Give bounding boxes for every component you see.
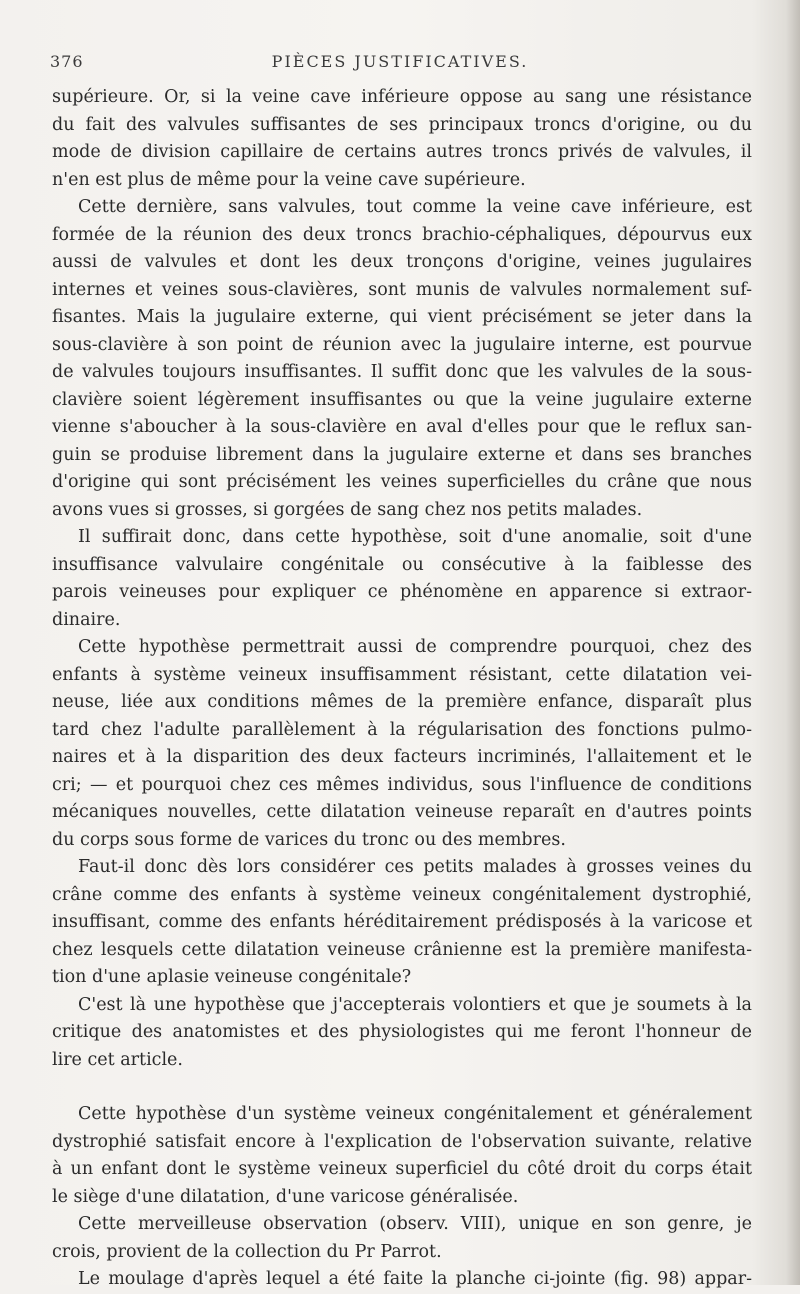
running-title: PIÈCES JUSTIFICATIVES. bbox=[271, 52, 529, 71]
page-edge-shadow bbox=[786, 0, 800, 1285]
page-number: 376 bbox=[50, 52, 84, 71]
text-line: crâne comme des enfants à système veineux congénitalement dystrophié, bbox=[52, 884, 752, 905]
paragraph bbox=[52, 1101, 752, 1211]
text-line: à un enfant dont le système veineux superficiel du côté droit du corps était bbox=[52, 1159, 752, 1179]
paragraph bbox=[52, 524, 752, 634]
text-line: dystrophié satisfait encore à l'explication de l'observation suivante, relative bbox=[52, 1131, 752, 1152]
text-line: naires et à la disparition des deux facteurs incriminés, l'allaitement et le bbox=[52, 747, 752, 767]
text-line: tard chez l'adulte parallèlement à la régularisation des fonctions pulmo- bbox=[52, 719, 752, 740]
paragraph bbox=[52, 84, 752, 194]
text-line: Cette dernière, sans valvules, tout comme la veine cave inférieure, est bbox=[78, 197, 752, 217]
text-line: formée de la réunion des deux troncs brachio-céphaliques, dépourvus eux bbox=[52, 224, 752, 245]
text-line: supérieure. Or, si la veine cave inférieure oppose au sang une résistance bbox=[52, 87, 752, 107]
text-line: critique des anatomistes et des physiologistes qui me feront l'honneur de bbox=[52, 1022, 752, 1042]
paragraph bbox=[52, 634, 752, 854]
text-line: Cette hypothèse permettrait aussi de comprendre pourquoi, chez des bbox=[78, 637, 752, 657]
text-line: fisantes. Mais la jugulaire externe, qui vient précisément se jeter dans la bbox=[52, 307, 752, 327]
paragraph bbox=[52, 1266, 752, 1294]
text-line: guin se produise librement dans la jugulaire externe et dans ses branches bbox=[52, 444, 752, 465]
text-line: C'est là une hypothèse que j'accepterais volontiers et que je soumets à la bbox=[78, 994, 752, 1015]
text-line: tion d'une aplasie veineuse congénitale? bbox=[52, 967, 412, 987]
text-line: chez lesquels cette dilatation veineuse crânienne est la première manifesta- bbox=[52, 939, 752, 960]
text-line: insuffisant, comme des enfants héréditairement prédisposés à la varicose et bbox=[52, 912, 752, 932]
body-text bbox=[52, 84, 752, 1294]
paragraph bbox=[52, 194, 752, 524]
text-line: parois veineuses pour expliquer ce phénomène en apparence si extraor- bbox=[52, 582, 752, 602]
text-line: Il suffirait donc, dans cette hypothèse, soit d'une anomalie, soit d'une bbox=[78, 527, 752, 547]
text-line: sous-clavière à son point de réunion avec la jugulaire interne, est pourvue bbox=[52, 334, 752, 355]
section-break bbox=[52, 1074, 752, 1101]
text-line: mode de division capillaire de certains autres troncs privés de valvules, il bbox=[52, 142, 752, 162]
text-line: avons vues si grosses, si gorgées de sang chez nos petits malades. bbox=[52, 499, 643, 520]
text-line: Cette merveilleuse observation (observ. VIII), unique en son genre, je bbox=[78, 1214, 752, 1234]
text-line: cri; — et pourquoi chez ces mêmes individus, sous l'influence de conditions bbox=[52, 774, 752, 795]
running-head bbox=[0, 52, 800, 86]
text-line: d'origine qui sont précisément les veines superficielles du crâne que nous bbox=[52, 472, 752, 492]
text-line: de valvules toujours insuffisantes. Il suffit donc que les valvules de la sous- bbox=[52, 362, 752, 382]
text-line: enfants à système veineux insuffisamment résistant, cette dilatation vei- bbox=[52, 664, 752, 685]
text-line: mécaniques nouvelles, cette dilatation veineuse reparaît en d'autres points bbox=[52, 802, 752, 822]
text-line: le siège d'une dilatation, d'une varicose généralisée. bbox=[52, 1186, 519, 1207]
text-line: internes et veines sous-clavières, sont munis de valvules normalement suf- bbox=[52, 279, 752, 300]
text-line: Faut-il donc dès lors considérer ces petits malades à grosses veines du bbox=[78, 857, 752, 877]
text-line: lire cet article. bbox=[52, 1049, 183, 1070]
text-line: Le moulage d'après lequel a été faite la planche ci-jointe (fig. 98) appar- bbox=[78, 1269, 752, 1289]
paragraph bbox=[52, 992, 752, 1075]
text-line: insuffisance valvulaire congénitale ou consécutive à la faiblesse des bbox=[52, 554, 752, 575]
text-line: aussi de valvules et dont les deux tronçons d'origine, veines jugulaires bbox=[52, 252, 752, 272]
text-line: vienne s'aboucher à la sous-clavière en aval d'elles pour que le reflux san- bbox=[52, 417, 752, 437]
text-line: clavière soient légèrement insuffisantes ou que la veine jugulaire externe bbox=[52, 389, 752, 410]
paragraph bbox=[52, 854, 752, 992]
text-line: Cette hypothèse d'un système veineux congénitalement et généralement bbox=[78, 1104, 752, 1124]
text-line: dinaire. bbox=[52, 609, 121, 630]
text-line: du fait des valvules suffisantes de ses principaux troncs d'origine, ou du bbox=[52, 114, 752, 135]
text-line: crois, provient de la collection du Pr Parrot. bbox=[52, 1241, 442, 1262]
text-line: n'en est plus de même pour la veine cave supérieure. bbox=[52, 169, 526, 190]
paragraph bbox=[52, 1211, 752, 1266]
text-line: neuse, liée aux conditions mêmes de la première enfance, disparaît plus bbox=[52, 692, 752, 712]
text-line: du corps sous forme de varices du tronc ou des membres. bbox=[52, 829, 566, 850]
